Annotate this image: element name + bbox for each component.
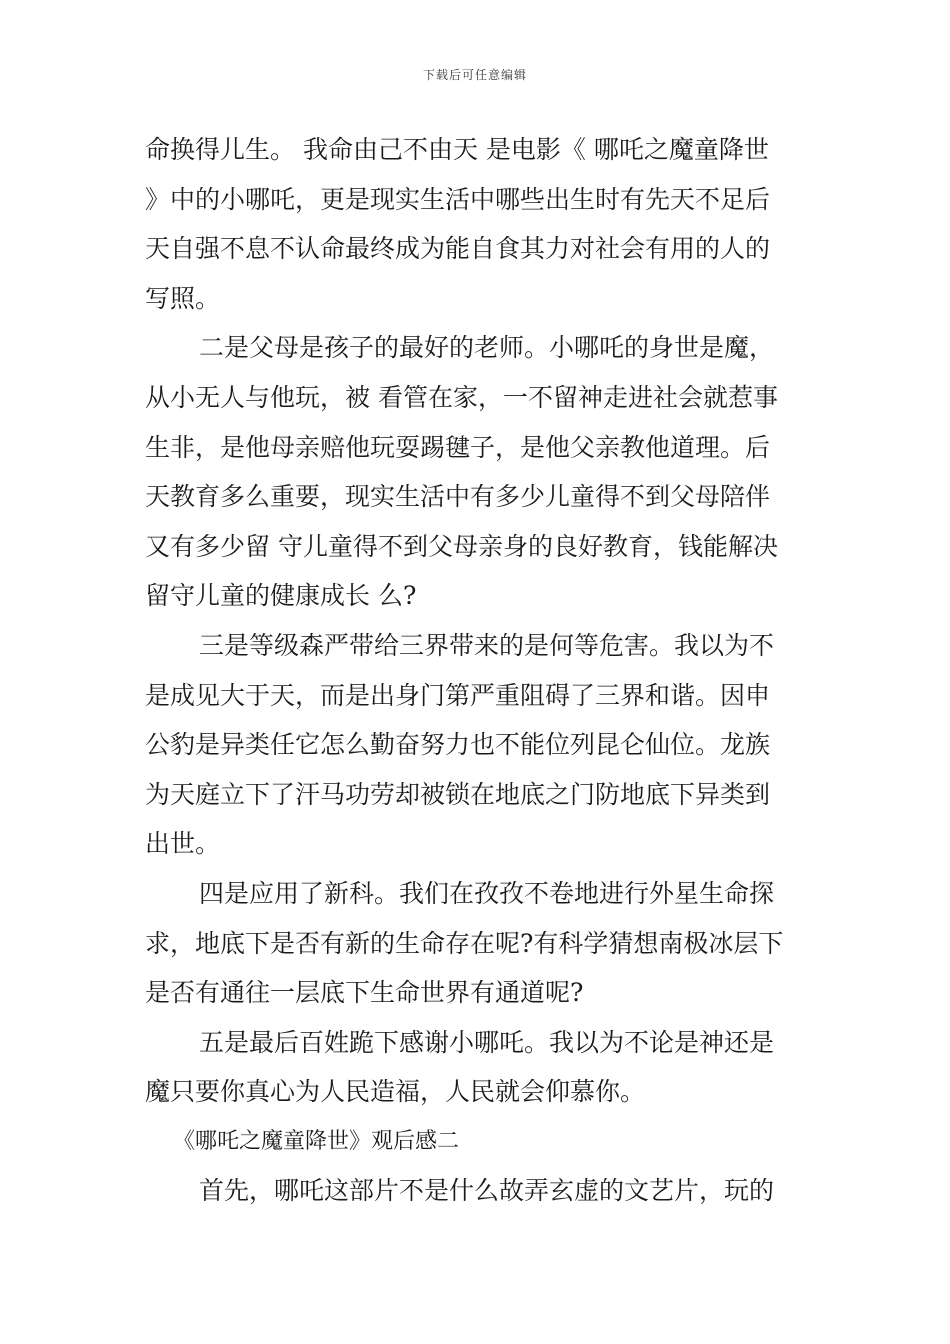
section-heading: 《哪吒之魔童降世》观后感二 [173, 1128, 460, 1154]
text-line: 出世。 [145, 829, 221, 859]
text-line: 是否有通往一层底下生命世界有通道呢? [145, 978, 584, 1008]
text-line: 留守儿童的健康成长 么? [145, 581, 417, 611]
text-line: 三是等级森严带给三界带来的是何等危害。我以为不 [199, 630, 775, 660]
text-line: 天教育多么重要，现实生活中有多少儿童得不到父母陪伴 [145, 482, 771, 512]
text-line: 为天庭立下了汗马功劳却被锁在地底之门防地底下异类到 [145, 779, 771, 809]
text-line: 魔只要你真心为人民造福，人民就会仰慕你。 [145, 1077, 646, 1107]
text-line: 天自强不息不认命最终成为能自食其力对社会有用的人的 [145, 234, 771, 264]
text-line: 》中的小哪吒，更是现实生活中哪些出生时有先天不足后 [145, 184, 771, 214]
text-line: 从小无人与他玩，被 看管在家，一不留神走进社会就惹事 [145, 382, 778, 412]
text-line: 求，地底下是否有新的生命存在呢?有科学猜想南极冰层下 [145, 928, 784, 958]
text-line: 写照。 [145, 283, 221, 313]
document-body [145, 130, 810, 1221]
text-line: 二是父母是孩子的最好的老师。小哪吒的身世是魔， [199, 333, 775, 363]
text-line: 命换得儿生。 我命由己不由天 是电影《 哪吒之魔童降世 [145, 135, 769, 164]
page-header: 下载后可任意编辑 [422, 68, 527, 82]
text-line: 首先，哪吒这部片不是什么故弄玄虚的文艺片，玩的 [199, 1176, 775, 1206]
text-line: 生非，是他母亲赔他玩耍踢毽子，是他父亲教他道理。后 [145, 432, 771, 462]
text-line: 是成见大于天，而是出身门第严重阻碍了三界和谐。因申 [145, 680, 771, 710]
text-line: 四是应用了新科。我们在孜孜不卷地进行外星生命探 [199, 878, 775, 908]
text-line: 又有多少留 守儿童得不到父母亲身的良好教育，钱能解决 [145, 531, 778, 561]
text-line: 公豹是异类任它怎么勤奋努力也不能位列昆仑仙位。龙族 [145, 730, 771, 760]
text-line: 五是最后百姓跪下感谢小哪吒。我以为不论是神还是 [199, 1027, 775, 1057]
